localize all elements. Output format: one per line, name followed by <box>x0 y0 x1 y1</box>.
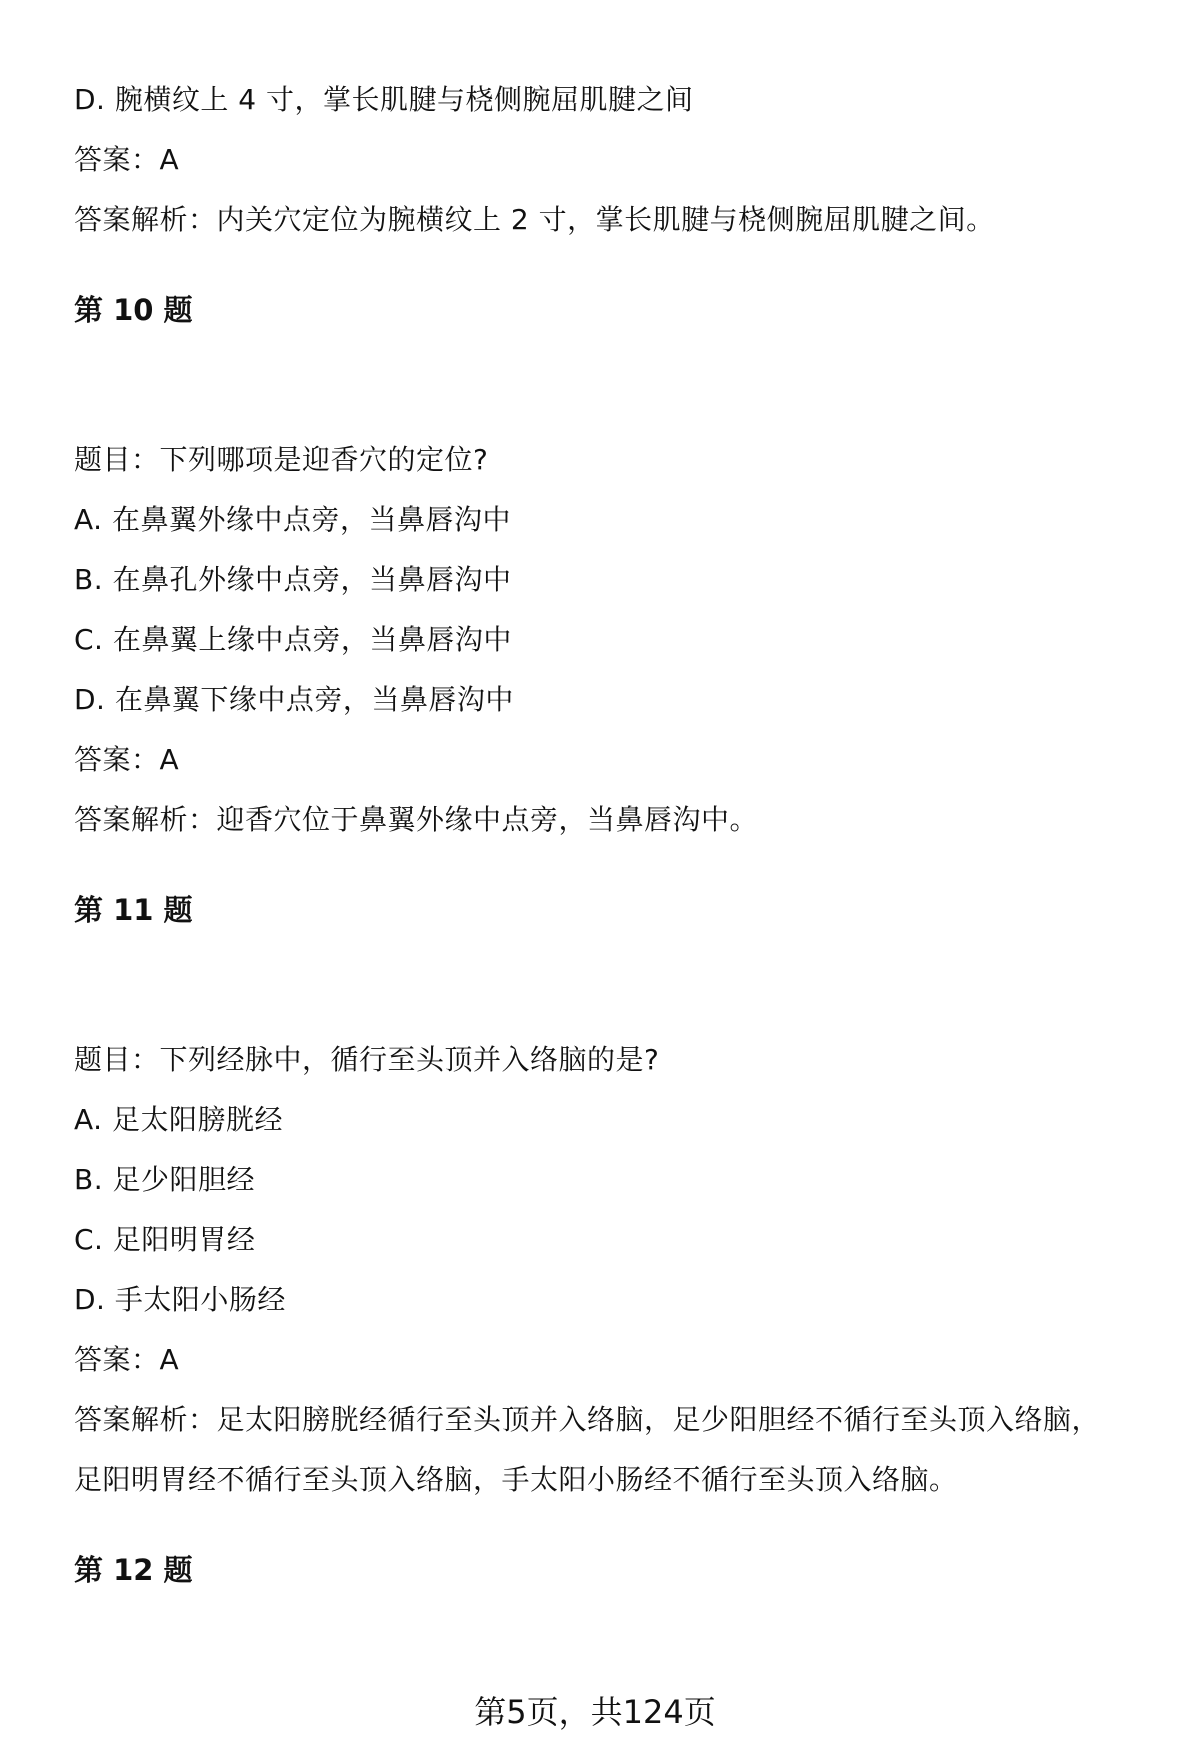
q11-explanation-line-2: 足阳明胃经不循行至头顶入络脑，手太阳小肠经不循行至头顶入络脑。 <box>74 1463 958 1496</box>
q10-option-b: B. 在鼻孔外缘中点旁，当鼻唇沟中 <box>74 563 512 596</box>
q11-answer: 答案：A <box>74 1343 180 1376</box>
q10-explanation: 答案解析：迎香穴位于鼻翼外缘中点旁，当鼻唇沟中。 <box>74 803 759 836</box>
q11-question: 题目：下列经脉中，循行至头顶并入络脑的是? <box>74 1043 660 1076</box>
q11-explanation-line-1: 答案解析：足太阳膀胱经循行至头顶并入络脑，足少阳胆经不循行至头顶入络脑， <box>74 1403 1101 1436</box>
q10-heading: 第 10 题 <box>74 293 193 327</box>
q10-option-c: C. 在鼻翼上缘中点旁，当鼻唇沟中 <box>74 623 512 656</box>
q10-option-d: D. 在鼻翼下缘中点旁，当鼻唇沟中 <box>74 683 514 716</box>
q11-option-c: C. 足阳明胃经 <box>74 1223 256 1256</box>
q10-answer: 答案：A <box>74 743 180 776</box>
q11-option-b: B. 足少阳胆经 <box>74 1163 256 1196</box>
q10-option-a: A. 在鼻翼外缘中点旁，当鼻唇沟中 <box>74 503 511 536</box>
q9-option-d: D. 腕横纹上 4 寸，掌长肌腱与桡侧腕屈肌腱之间 <box>74 83 694 116</box>
q11-heading: 第 11 题 <box>74 893 193 927</box>
q10-question: 题目：下列哪项是迎香穴的定位? <box>74 443 489 476</box>
q11-option-d: D. 手太阳小肠经 <box>74 1283 286 1316</box>
q9-explanation: 答案解析：内关穴定位为腕横纹上 2 寸，掌长肌腱与桡侧腕屈肌腱之间。 <box>74 203 995 236</box>
q9-answer: 答案：A <box>74 143 180 176</box>
q12-heading: 第 12 题 <box>74 1553 193 1587</box>
page-indicator: 第5页，共124页 <box>474 1693 716 1731</box>
q11-option-a: A. 足太阳膀胱经 <box>74 1103 283 1136</box>
